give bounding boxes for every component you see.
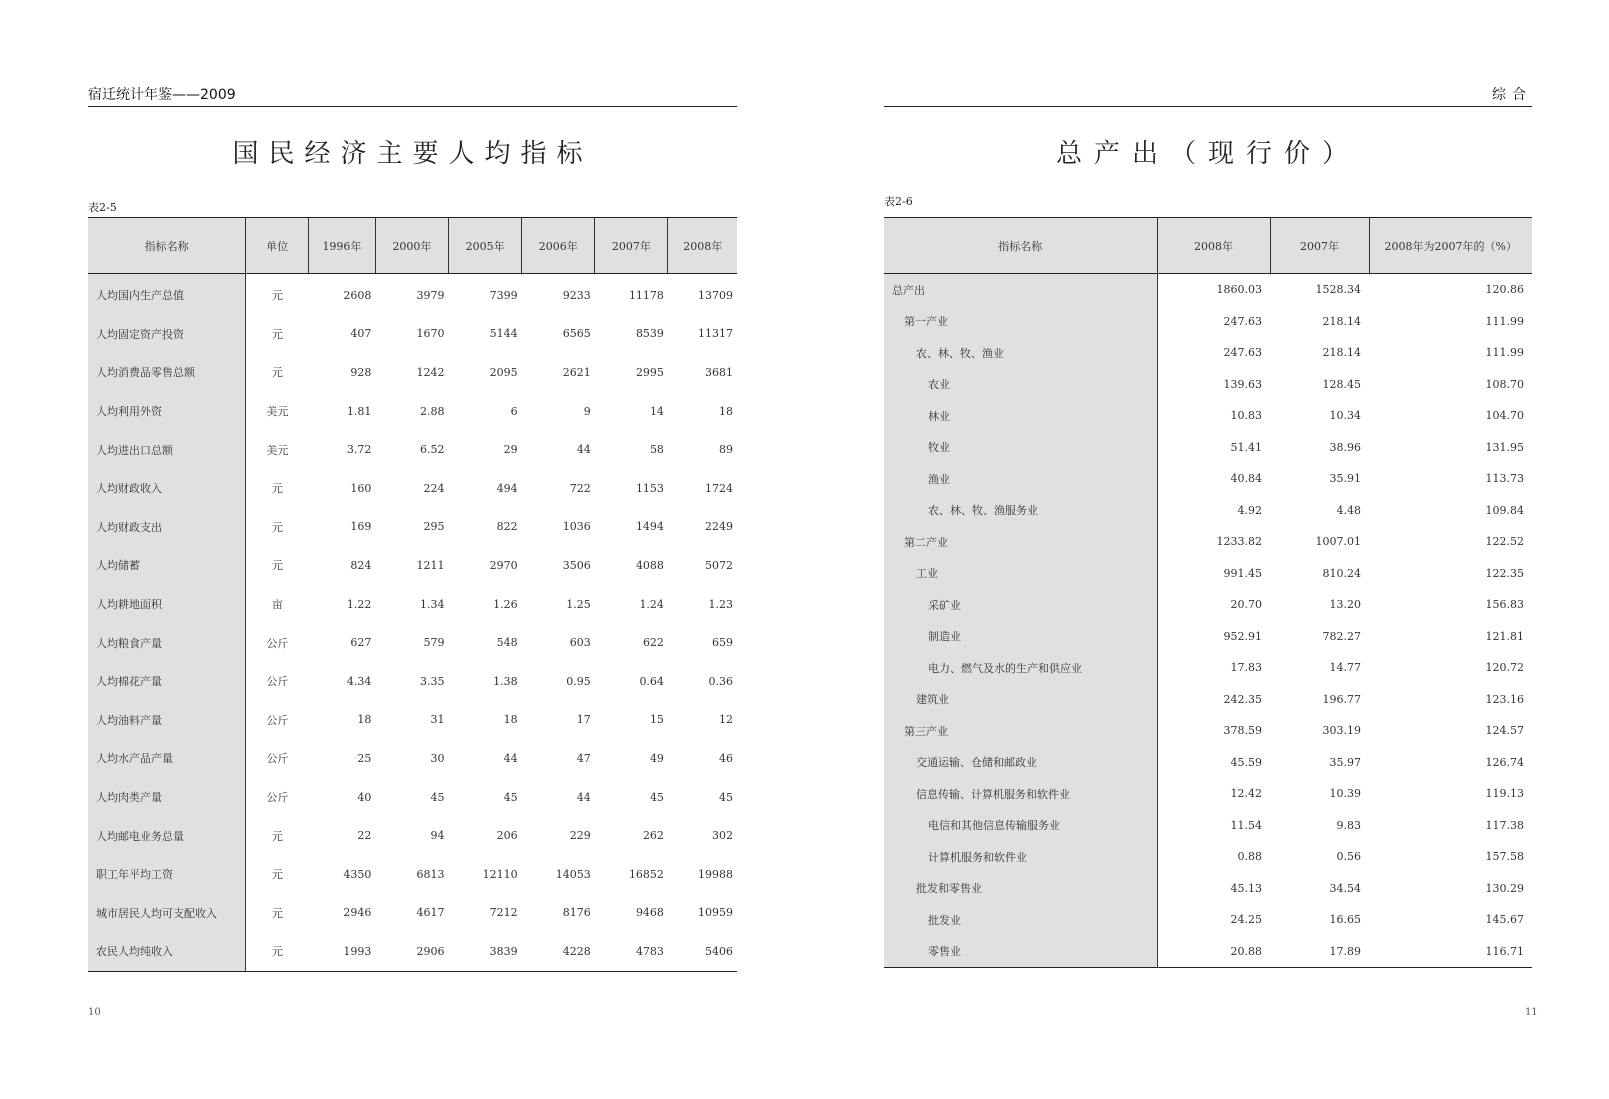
value-cell: 9233	[562, 288, 591, 302]
unit-cell: 元	[271, 829, 283, 843]
unit-cell: 元	[271, 366, 283, 380]
value-cell: 303.19	[1322, 724, 1361, 738]
value-cell: 1233.82	[1216, 535, 1262, 549]
value-cell: 111.99	[1485, 314, 1524, 328]
value-cell: 1.23	[708, 597, 733, 611]
running-head: 综合	[884, 84, 1532, 107]
table-label: 表2-6	[884, 195, 913, 208]
unit-cell: 美元	[266, 405, 289, 419]
indicator-name: 人均粮食产量	[88, 623, 246, 662]
table-row	[88, 701, 737, 740]
unit-cell: 公斤	[266, 752, 289, 766]
value-cell: 295	[423, 520, 445, 534]
table-row	[884, 810, 1532, 842]
value-cell: 9	[583, 404, 591, 418]
table-row	[884, 652, 1532, 684]
indicator-name: 采矿业	[884, 589, 1157, 621]
indicator-name: 人均财政收入	[88, 469, 246, 508]
value-cell: 242.35	[1223, 692, 1262, 706]
unit-cell: 元	[271, 868, 283, 882]
value-cell: 229	[569, 829, 591, 843]
value-cell: 3839	[449, 932, 522, 971]
value-cell: 124.57	[1485, 724, 1524, 738]
unit-cell: 元	[271, 327, 283, 341]
table-row	[884, 747, 1532, 779]
right-page	[804, 0, 1609, 1099]
value-cell: 25	[357, 751, 372, 765]
column-header: 2008年	[668, 218, 737, 274]
value-cell: 45	[719, 790, 733, 804]
value-cell: 117.38	[1485, 818, 1524, 832]
running-head: 宿迁统计年鉴——2009	[88, 84, 737, 107]
unit-cell: 元	[271, 906, 283, 920]
value-cell: 30	[430, 751, 445, 765]
value-cell: 1.81	[346, 404, 372, 418]
indicator-name: 人均利用外资	[88, 392, 246, 431]
table-row	[884, 337, 1532, 369]
value-cell: 1153	[635, 481, 664, 495]
value-cell: 104.70	[1485, 409, 1524, 423]
value-cell: 45	[430, 790, 445, 804]
value-cell: 3.35	[420, 674, 445, 688]
value-cell: 2970	[489, 558, 518, 572]
indicator-name: 人均油料产量	[88, 701, 246, 740]
value-cell: 44	[576, 790, 591, 804]
table-row	[88, 894, 737, 933]
indicator-name: 人均财政支出	[88, 508, 246, 547]
value-cell: 1.24	[639, 597, 664, 611]
value-cell: 4617	[416, 906, 445, 920]
indicator-name: 电信和其他信息传输服务业	[884, 810, 1157, 842]
value-cell: 12.42	[1230, 787, 1262, 801]
table-row	[884, 463, 1532, 495]
table-row	[884, 558, 1532, 590]
value-cell: 45	[649, 790, 664, 804]
table-header-row	[884, 218, 1532, 274]
unit-cell: 公斤	[266, 636, 289, 650]
value-cell: 407	[350, 327, 372, 341]
value-cell: 119.13	[1485, 787, 1524, 801]
indicator-name: 人均进出口总额	[88, 430, 246, 469]
value-cell: 45.59	[1230, 755, 1262, 769]
value-cell: 94	[430, 829, 445, 843]
indicator-name: 人均固定资产投资	[88, 315, 246, 354]
value-cell: 89	[719, 443, 733, 457]
table-row	[88, 778, 737, 817]
gross-output-table	[884, 217, 1532, 968]
unit-cell: 元	[271, 520, 283, 534]
column-header: 1996年	[309, 218, 376, 274]
value-cell: 2.88	[420, 404, 445, 418]
value-cell: 0.64	[639, 674, 664, 688]
value-cell: 40.84	[1230, 472, 1262, 486]
value-cell: 6565	[562, 327, 591, 341]
indicator-name: 农、林、牧、渔业	[884, 337, 1157, 369]
value-cell: 4.92	[1237, 503, 1262, 517]
value-cell: 47	[576, 751, 591, 765]
value-cell: 722	[569, 481, 591, 495]
unit-cell: 公斤	[266, 713, 289, 727]
indicator-name: 城市居民人均可支配收入	[88, 894, 246, 933]
value-cell: 10959	[698, 906, 733, 920]
indicator-name: 制造业	[884, 621, 1157, 653]
indicator-name: 人均国内生产总值	[88, 274, 246, 315]
value-cell: 17	[576, 713, 591, 727]
value-cell: 5144	[489, 327, 518, 341]
table-row	[884, 621, 1532, 653]
value-cell: 9468	[635, 906, 664, 920]
value-cell: 169	[350, 520, 372, 534]
value-cell: 7399	[489, 288, 518, 302]
value-cell: 11178	[628, 288, 664, 302]
column-header: 2006年	[522, 218, 595, 274]
value-cell: 1993	[309, 932, 376, 971]
value-cell: 4088	[635, 558, 664, 572]
table-row	[884, 274, 1532, 306]
column-header: 指标名称	[884, 218, 1157, 274]
value-cell: 34.54	[1329, 881, 1361, 895]
page-title: 总产出（现行价）	[1055, 139, 1360, 169]
value-cell: 6813	[416, 867, 445, 881]
value-cell: 4.48	[1336, 503, 1361, 517]
value-cell: 11.54	[1230, 818, 1262, 832]
value-cell: 196.77	[1322, 692, 1361, 706]
value-cell: 160	[350, 481, 372, 495]
value-cell: 122.35	[1485, 566, 1524, 580]
value-cell: 128.45	[1322, 377, 1361, 391]
table-row	[884, 495, 1532, 527]
value-cell: 44	[576, 443, 591, 457]
column-header: 指标名称	[88, 218, 246, 274]
value-cell: 2906	[375, 932, 448, 971]
column-header: 2008年为2007年的（%）	[1369, 218, 1532, 274]
value-cell: 782.27	[1322, 629, 1361, 643]
value-cell: 131.95	[1485, 440, 1524, 454]
indicator-name: 人均肉类产量	[88, 778, 246, 817]
indicator-name: 人均水产品产量	[88, 739, 246, 778]
value-cell: 13.20	[1329, 598, 1361, 612]
value-cell: 18	[719, 404, 733, 418]
value-cell: 35.91	[1329, 472, 1361, 486]
value-cell: 2946	[343, 906, 372, 920]
value-cell: 18	[503, 713, 518, 727]
value-cell: 659	[712, 636, 733, 650]
value-cell: 622	[642, 636, 664, 650]
value-cell: 579	[423, 636, 445, 650]
value-cell: 206	[496, 829, 518, 843]
value-cell: 111.99	[1485, 346, 1524, 360]
value-cell: 14.77	[1329, 661, 1361, 675]
value-cell: 1211	[416, 558, 445, 572]
value-cell: 51.41	[1230, 440, 1262, 454]
table-row	[88, 430, 737, 469]
value-cell: 1.34	[420, 597, 445, 611]
value-cell: 58	[649, 443, 664, 457]
value-cell: 1036	[562, 520, 591, 534]
value-cell: 1670	[416, 327, 445, 341]
table-row	[88, 353, 737, 392]
value-cell: 120.86	[1485, 283, 1524, 297]
indicator-name: 渔业	[884, 463, 1157, 495]
value-cell: 8176	[562, 906, 591, 920]
value-cell: 822	[496, 520, 518, 534]
value-cell: 218.14	[1322, 314, 1361, 328]
value-cell: 3979	[416, 288, 445, 302]
table-row	[884, 841, 1532, 873]
unit-cell: 公斤	[266, 791, 289, 805]
value-cell: 109.84	[1485, 503, 1524, 517]
value-cell: 13709	[698, 288, 733, 302]
value-cell: 19988	[698, 867, 733, 881]
indicator-name: 牧业	[884, 432, 1157, 464]
value-cell: 0.56	[1336, 850, 1361, 864]
value-cell: 16.65	[1329, 913, 1361, 927]
value-cell: 11317	[698, 327, 733, 341]
value-cell: 122.52	[1485, 535, 1524, 549]
value-cell: 627	[350, 636, 372, 650]
indicator-name: 农民人均纯收入	[88, 932, 246, 971]
value-cell: 9.83	[1336, 818, 1361, 832]
unit-cell: 亩	[271, 598, 283, 612]
value-cell: 6.52	[420, 443, 445, 457]
value-cell: 2995	[635, 365, 664, 379]
page-number: 11	[1525, 1007, 1538, 1018]
value-cell: 29	[503, 443, 518, 457]
value-cell: 810.24	[1322, 566, 1361, 580]
unit-cell: 元	[271, 289, 283, 303]
value-cell: 2621	[562, 365, 591, 379]
value-cell: 120.72	[1485, 661, 1524, 675]
table-row	[884, 715, 1532, 747]
value-cell: 0.88	[1237, 850, 1262, 864]
indicator-name: 建筑业	[884, 684, 1157, 716]
value-cell: 40	[357, 790, 372, 804]
value-cell: 5072	[705, 558, 733, 572]
value-cell: 2608	[343, 288, 372, 302]
value-cell: 302	[712, 829, 733, 843]
table-row	[88, 585, 737, 624]
table-row	[884, 306, 1532, 338]
value-cell: 224	[423, 481, 445, 495]
value-cell: 7212	[489, 906, 518, 920]
table-row	[88, 932, 737, 971]
value-cell: 6	[510, 404, 518, 418]
value-cell: 3681	[705, 365, 733, 379]
value-cell: 17.89	[1270, 936, 1369, 968]
indicator-name: 交通运输、仓储和邮政业	[884, 747, 1157, 779]
table-row	[884, 526, 1532, 558]
value-cell: 1724	[705, 481, 733, 495]
per-capita-indicators-table	[88, 217, 737, 972]
value-cell: 145.67	[1485, 913, 1524, 927]
table-row	[88, 623, 737, 662]
indicator-name: 人均耕地面积	[88, 585, 246, 624]
value-cell: 548	[496, 636, 518, 650]
column-header: 单位	[246, 218, 309, 274]
value-cell: 4783	[595, 932, 668, 971]
table-row	[88, 315, 737, 354]
indicator-name: 人均棉花产量	[88, 662, 246, 701]
value-cell: 108.70	[1485, 377, 1524, 391]
value-cell: 14053	[555, 867, 591, 881]
value-cell: 35.97	[1329, 755, 1361, 769]
indicator-name: 农业	[884, 369, 1157, 401]
value-cell: 603	[569, 636, 591, 650]
value-cell: 1.26	[493, 597, 518, 611]
value-cell: 157.58	[1485, 850, 1524, 864]
left-page	[0, 0, 804, 1099]
value-cell: 928	[350, 365, 372, 379]
indicator-name: 人均储蓄	[88, 546, 246, 585]
column-header: 2005年	[449, 218, 522, 274]
value-cell: 3.72	[346, 443, 372, 457]
value-cell: 1494	[635, 520, 664, 534]
value-cell: 824	[350, 558, 372, 572]
table-row	[884, 432, 1532, 464]
value-cell: 121.81	[1485, 629, 1524, 643]
value-cell: 1860.03	[1216, 283, 1262, 297]
table-row	[884, 904, 1532, 936]
indicator-name: 第二产业	[884, 526, 1157, 558]
value-cell: 156.83	[1485, 598, 1524, 612]
value-cell: 20.88	[1157, 936, 1270, 968]
value-cell: 1.22	[346, 597, 372, 611]
value-cell: 126.74	[1485, 755, 1524, 769]
value-cell: 16852	[628, 867, 664, 881]
value-cell: 5406	[668, 932, 737, 971]
indicator-name: 计算机服务和软件业	[884, 841, 1157, 873]
value-cell: 4228	[522, 932, 595, 971]
value-cell: 10.39	[1329, 787, 1361, 801]
unit-cell: 公斤	[266, 675, 289, 689]
value-cell: 0.95	[566, 674, 591, 688]
value-cell: 247.63	[1223, 346, 1262, 360]
value-cell: 123.16	[1485, 692, 1524, 706]
indicator-name: 林业	[884, 400, 1157, 432]
value-cell: 49	[649, 751, 664, 765]
indicator-name: 批发和零售业	[884, 873, 1157, 905]
value-cell: 2095	[489, 365, 518, 379]
page-title: 国民经济主要人均指标	[232, 139, 593, 169]
value-cell: 45.13	[1230, 881, 1262, 895]
table-row	[88, 274, 737, 315]
value-cell: 31	[430, 713, 445, 727]
table-header-row	[88, 218, 737, 274]
table-row	[884, 589, 1532, 621]
table-row	[88, 739, 737, 778]
value-cell: 14	[649, 404, 664, 418]
value-cell: 494	[496, 481, 518, 495]
page-number: 10	[88, 1007, 101, 1018]
value-cell: 1242	[416, 365, 445, 379]
indicator-name: 人均邮电业务总量	[88, 816, 246, 855]
indicator-name: 农、林、牧、渔服务业	[884, 495, 1157, 527]
value-cell: 38.96	[1329, 440, 1361, 454]
unit-cell: 元	[271, 559, 283, 573]
value-cell: 22	[357, 829, 372, 843]
value-cell: 130.29	[1485, 881, 1524, 895]
value-cell: 378.59	[1223, 724, 1262, 738]
indicator-name: 电力、燃气及水的生产和供应业	[884, 652, 1157, 684]
value-cell: 15	[649, 713, 664, 727]
value-cell: 17.83	[1230, 661, 1262, 675]
value-cell: 1007.01	[1315, 535, 1361, 549]
value-cell: 139.63	[1223, 377, 1262, 391]
value-cell: 1.38	[493, 674, 518, 688]
value-cell: 4350	[343, 867, 372, 881]
unit-cell: 元	[271, 482, 283, 496]
value-cell: 46	[719, 751, 733, 765]
indicator-name: 工业	[884, 558, 1157, 590]
value-cell: 12	[719, 713, 733, 727]
indicator-name: 总产出	[884, 274, 1157, 306]
table-row	[88, 392, 737, 431]
table-row	[884, 873, 1532, 905]
indicator-name: 人均消费品零售总额	[88, 353, 246, 392]
value-cell: 10.83	[1230, 409, 1262, 423]
value-cell: 218.14	[1322, 346, 1361, 360]
indicator-name: 信息传输、计算机服务和软件业	[884, 778, 1157, 810]
table-row	[884, 400, 1532, 432]
table-row	[88, 662, 737, 701]
value-cell: 44	[503, 751, 518, 765]
unit-cell: 元	[246, 932, 309, 971]
unit-cell: 美元	[266, 443, 289, 457]
value-cell: 12110	[482, 867, 518, 881]
value-cell: 113.73	[1485, 472, 1524, 486]
indicator-name: 第三产业	[884, 715, 1157, 747]
value-cell: 4.34	[346, 674, 372, 688]
value-cell: 991.45	[1223, 566, 1262, 580]
column-header: 2007年	[1270, 218, 1369, 274]
column-header: 2008年	[1157, 218, 1270, 274]
table-row	[884, 778, 1532, 810]
value-cell: 3506	[562, 558, 591, 572]
table-row	[884, 936, 1532, 968]
value-cell: 18	[357, 713, 372, 727]
indicator-name: 职工年平均工资	[88, 855, 246, 894]
value-cell: 24.25	[1230, 913, 1262, 927]
value-cell: 116.71	[1369, 936, 1532, 968]
value-cell: 0.36	[708, 674, 733, 688]
value-cell: 20.70	[1230, 598, 1262, 612]
value-cell: 8539	[635, 327, 664, 341]
table-label: 表2-5	[88, 201, 117, 214]
table-row	[88, 469, 737, 508]
table-row	[884, 369, 1532, 401]
table-row	[88, 546, 737, 585]
indicator-name: 第一产业	[884, 306, 1157, 338]
table-row	[884, 684, 1532, 716]
table-row	[88, 816, 737, 855]
indicator-name: 零售业	[884, 936, 1157, 968]
table-row	[88, 855, 737, 894]
value-cell: 2249	[705, 520, 733, 534]
table-row	[88, 508, 737, 547]
column-header: 2000年	[375, 218, 448, 274]
value-cell: 45	[503, 790, 518, 804]
value-cell: 262	[642, 829, 664, 843]
column-header: 2007年	[595, 218, 668, 274]
value-cell: 247.63	[1223, 314, 1262, 328]
indicator-name: 批发业	[884, 904, 1157, 936]
value-cell: 952.91	[1223, 629, 1262, 643]
value-cell: 1528.34	[1315, 283, 1361, 297]
value-cell: 10.34	[1329, 409, 1361, 423]
value-cell: 1.25	[566, 597, 591, 611]
